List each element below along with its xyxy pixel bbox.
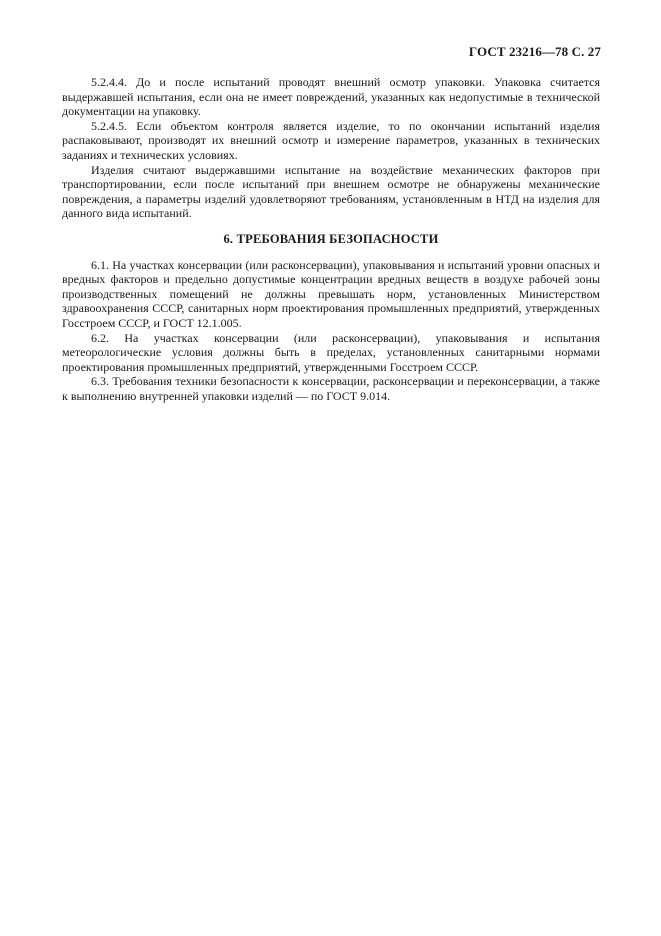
document-body xyxy=(62,75,600,403)
paragraph-6-2: 6.2. На участках консервации (или расконсервации), упаковывания и испытания метеорологические условия должны быть в пределах, установленных санитарными нормами проектирования промышленных предприятий, утвержденными Госстроем СССР. xyxy=(62,330,600,374)
section-title: 6. ТРЕБОВАНИЯ БЕЗОПАСНОСТИ xyxy=(223,231,439,246)
paragraph-mechanical-factors: Изделия считают выдержавшими испытание на воздействие механических факторов при транспортировании, если после испытаний при внешнем осмотре не обнаружены механические повреждения, а параметры изделий удовлетворяют требованиям, установленным в НТД на изделия для данного вида испытаний. xyxy=(62,162,600,221)
running-header: ГОСТ 23216—78 С. 27 xyxy=(468,44,601,59)
paragraph-6-1: 6.1. На участках консервации (или расконсервации), упаковывания и испытаний уровни опасных и вредных факторов и предельно допустимые концентрации вредных веществ в воздухе рабочей зоны производственных помещений не должны превышать норм, установленных Министерством здравоохранения СССР, санитарных норм проектирования промышленных предприятий, утвержденных Госстроем СССР, и ГОСТ 12.1.005. xyxy=(62,257,600,330)
paragraph-6-3: 6.3. Требования техники безопасности к консервации, расконсервации и переконсервации, а также к выполнению внутренней упаковки изделий — по ГОСТ 9.014. xyxy=(62,374,600,403)
paragraph-5-2-4-5: 5.2.4.5. Если объектом контроля является изделие, то по окончании испытаний изделия распаковывают, производят их внешний осмотр и измерение параметров, указанных в технических заданиях и технических условиях. xyxy=(62,118,600,162)
paragraph-5-2-4-4: 5.2.4.4. До и после испытаний проводят внешний осмотр упаковки. Упаковка считается выдержавшей испытания, если она не имеет повреждений, указанных как недопустимые в технической документации на упаковку. xyxy=(62,75,600,119)
